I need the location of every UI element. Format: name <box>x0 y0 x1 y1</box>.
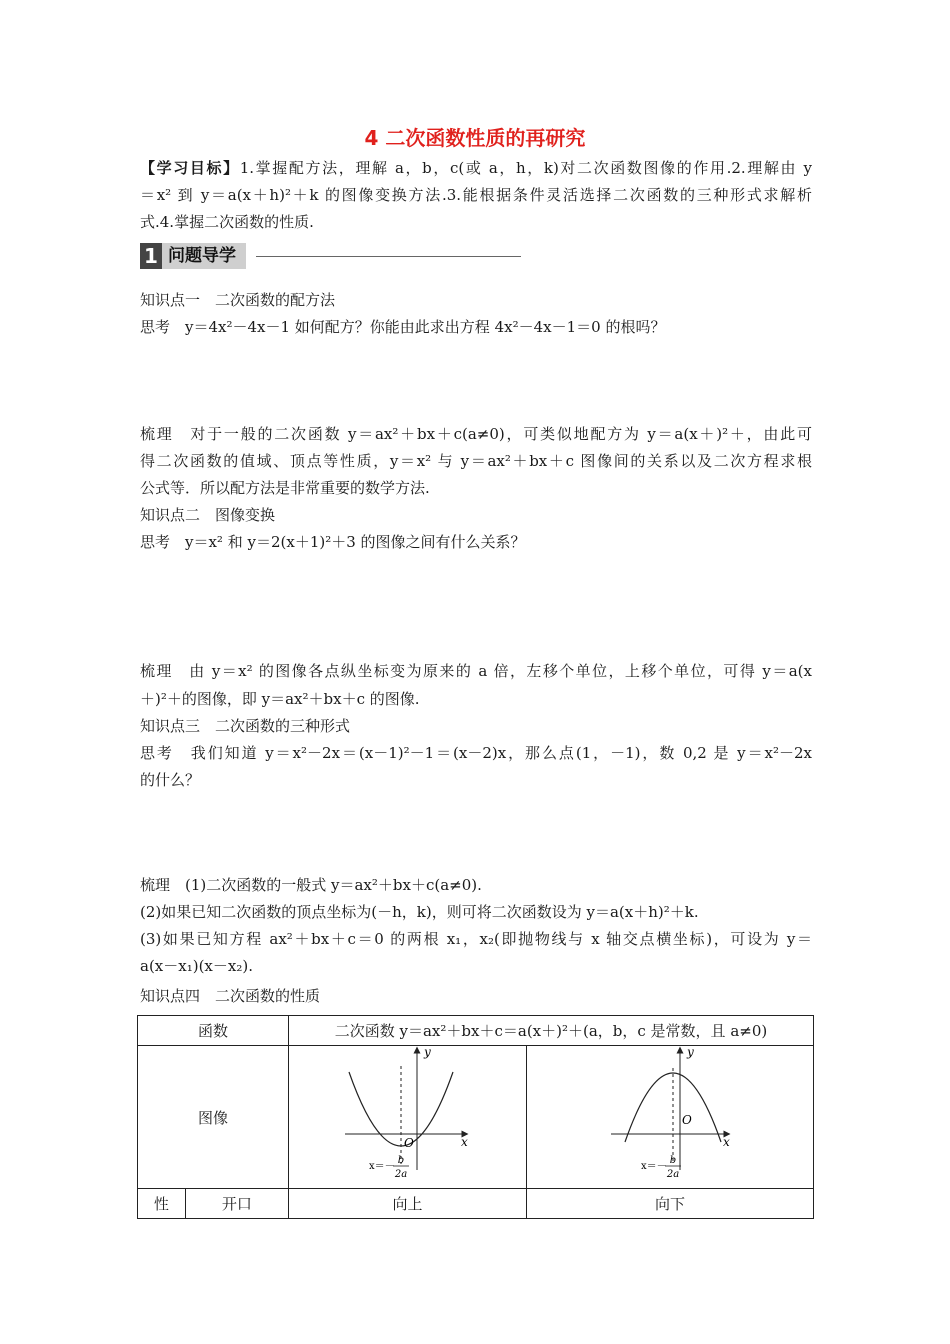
section-header <box>140 243 521 269</box>
kp1-heading: 知识点一 二次函数的配方法 <box>140 291 336 309</box>
kp2-think: 思考 y＝x² 和 y＝2(x＋1)²＋3 的图像之间有什么关系？ <box>140 533 526 551</box>
x-axis-label: x <box>723 1135 731 1149</box>
kp3-heading: 知识点三 二次函数的三种形式 <box>140 717 351 735</box>
y-axis-label: y <box>687 1046 695 1059</box>
objectives-line-1: 【学习目标】1.掌握配方法，理解 a，b，c(或 a，h，k)对二次函数图像的作用.2.理解由 y <box>140 159 812 177</box>
kp2-sort-line-2: ＋)²＋的图像，即 y＝ax²＋bx＋c 的图像. <box>140 690 420 708</box>
property-label-cell: 性 <box>138 1189 186 1219</box>
symmetry-axis-label: x＝－ <box>641 1161 668 1172</box>
objectives-tag: 【学习目标】 <box>140 159 240 177</box>
header-formula-cell: 二次函数 y＝ax²＋bx＋c＝a(x＋)²＋(a，b，c 是常数，且 a≠0) <box>289 1016 814 1046</box>
graph-upward-cell <box>289 1046 527 1189</box>
page-title: 4 二次函数性质的再研究 <box>364 126 586 150</box>
table-image-row <box>138 1046 814 1189</box>
symmetry-axis-label: x＝－ <box>369 1161 396 1172</box>
y-axis-label: y <box>424 1046 432 1059</box>
downward-parabola <box>625 1073 721 1142</box>
kp3-sort-line-2: (2)如果已知二次函数的顶点坐标为(－h，k)，则可将二次函数设为 y＝a(x＋h)²＋k. <box>140 903 699 921</box>
kp1-sort-line-3: 公式等．所以配方法是非常重要的数学方法. <box>140 479 430 497</box>
kp1-sort-line-2: 得二次函数的值域、顶点等性质，y＝x² 与 y＝ax²＋bx＋c 图像间的关系以及二次方程求根 <box>140 452 812 470</box>
kp2-sort-line-1: 梳理 由 y＝x² 的图像各点纵坐标变为原来的 a 倍，左移个单位，上移个单位，可得 y＝a(x <box>140 662 812 680</box>
table-header-row <box>138 1016 814 1046</box>
x-axis-label: x <box>461 1135 469 1149</box>
kp2-heading: 知识点二 图像变换 <box>140 506 276 524</box>
kp3-think-line-1: 思考 我们知道 y＝x²－2x＝(x－1)²－1＝(x－2)x，那么点(1，－1)，数 0,2 是 y＝x²－2x <box>140 744 812 762</box>
fraction-numerator: b <box>398 1155 405 1166</box>
kp4-heading: 知识点四 二次函数的性质 <box>140 987 321 1005</box>
opening-label-cell: 开口 <box>185 1189 288 1219</box>
fraction-denominator: 2a <box>667 1169 680 1180</box>
objectives-line-3: 式.4.掌握二次函数的性质. <box>140 213 314 231</box>
kp3-sort-line-1: 梳理 (1)二次函数的一般式 y＝ax²＋bx＋c(a≠0). <box>140 876 482 894</box>
origin-label: O <box>682 1113 693 1127</box>
opening-up-cell: 向上 <box>289 1189 527 1219</box>
origin-label: O <box>404 1136 415 1150</box>
opening-down-cell: 向下 <box>526 1189 813 1219</box>
graph-downward-cell <box>526 1046 813 1189</box>
fraction-denominator: 2a <box>395 1169 408 1180</box>
parabola-down-graph <box>527 1046 812 1184</box>
parabola-up-graph <box>289 1046 525 1184</box>
kp1-think: 思考 y＝4x²－4x－1 如何配方？你能由此求出方程 4x²－4x－1＝0 的根吗？ <box>140 318 666 336</box>
image-label-cell: 图像 <box>138 1046 289 1189</box>
kp3-sort-line-3: (3)如果已知方程 ax²＋bx＋c＝0 的两根 x₁，x₂(即抛物线与 x 轴交点横坐标)，可设为 y＝ <box>140 930 812 948</box>
kp3-think-line-2: 的什么？ <box>140 771 201 789</box>
header-function-cell: 函数 <box>138 1016 289 1046</box>
objectives-line-2: ＝x² 到 y＝a(x＋h)²＋k 的图像变换方法.3.能根据条件灵活选择二次函数的三种形式求解析 <box>140 186 812 204</box>
section-rule <box>256 256 521 257</box>
properties-table <box>137 1015 814 1219</box>
section-number: 1 <box>140 243 162 269</box>
kp1-sort-line-1: 梳理 对于一般的二次函数 y＝ax²＋bx＋c(a≠0)，可类似地配方为 y＝a(x＋)²＋，由此可 <box>140 425 812 443</box>
table-opening-row <box>138 1189 814 1219</box>
section-label: 问题导学 <box>162 243 246 269</box>
fraction-numerator: b <box>670 1155 677 1166</box>
kp3-sort-line-4: a(x－x₁)(x－x₂). <box>140 957 253 975</box>
